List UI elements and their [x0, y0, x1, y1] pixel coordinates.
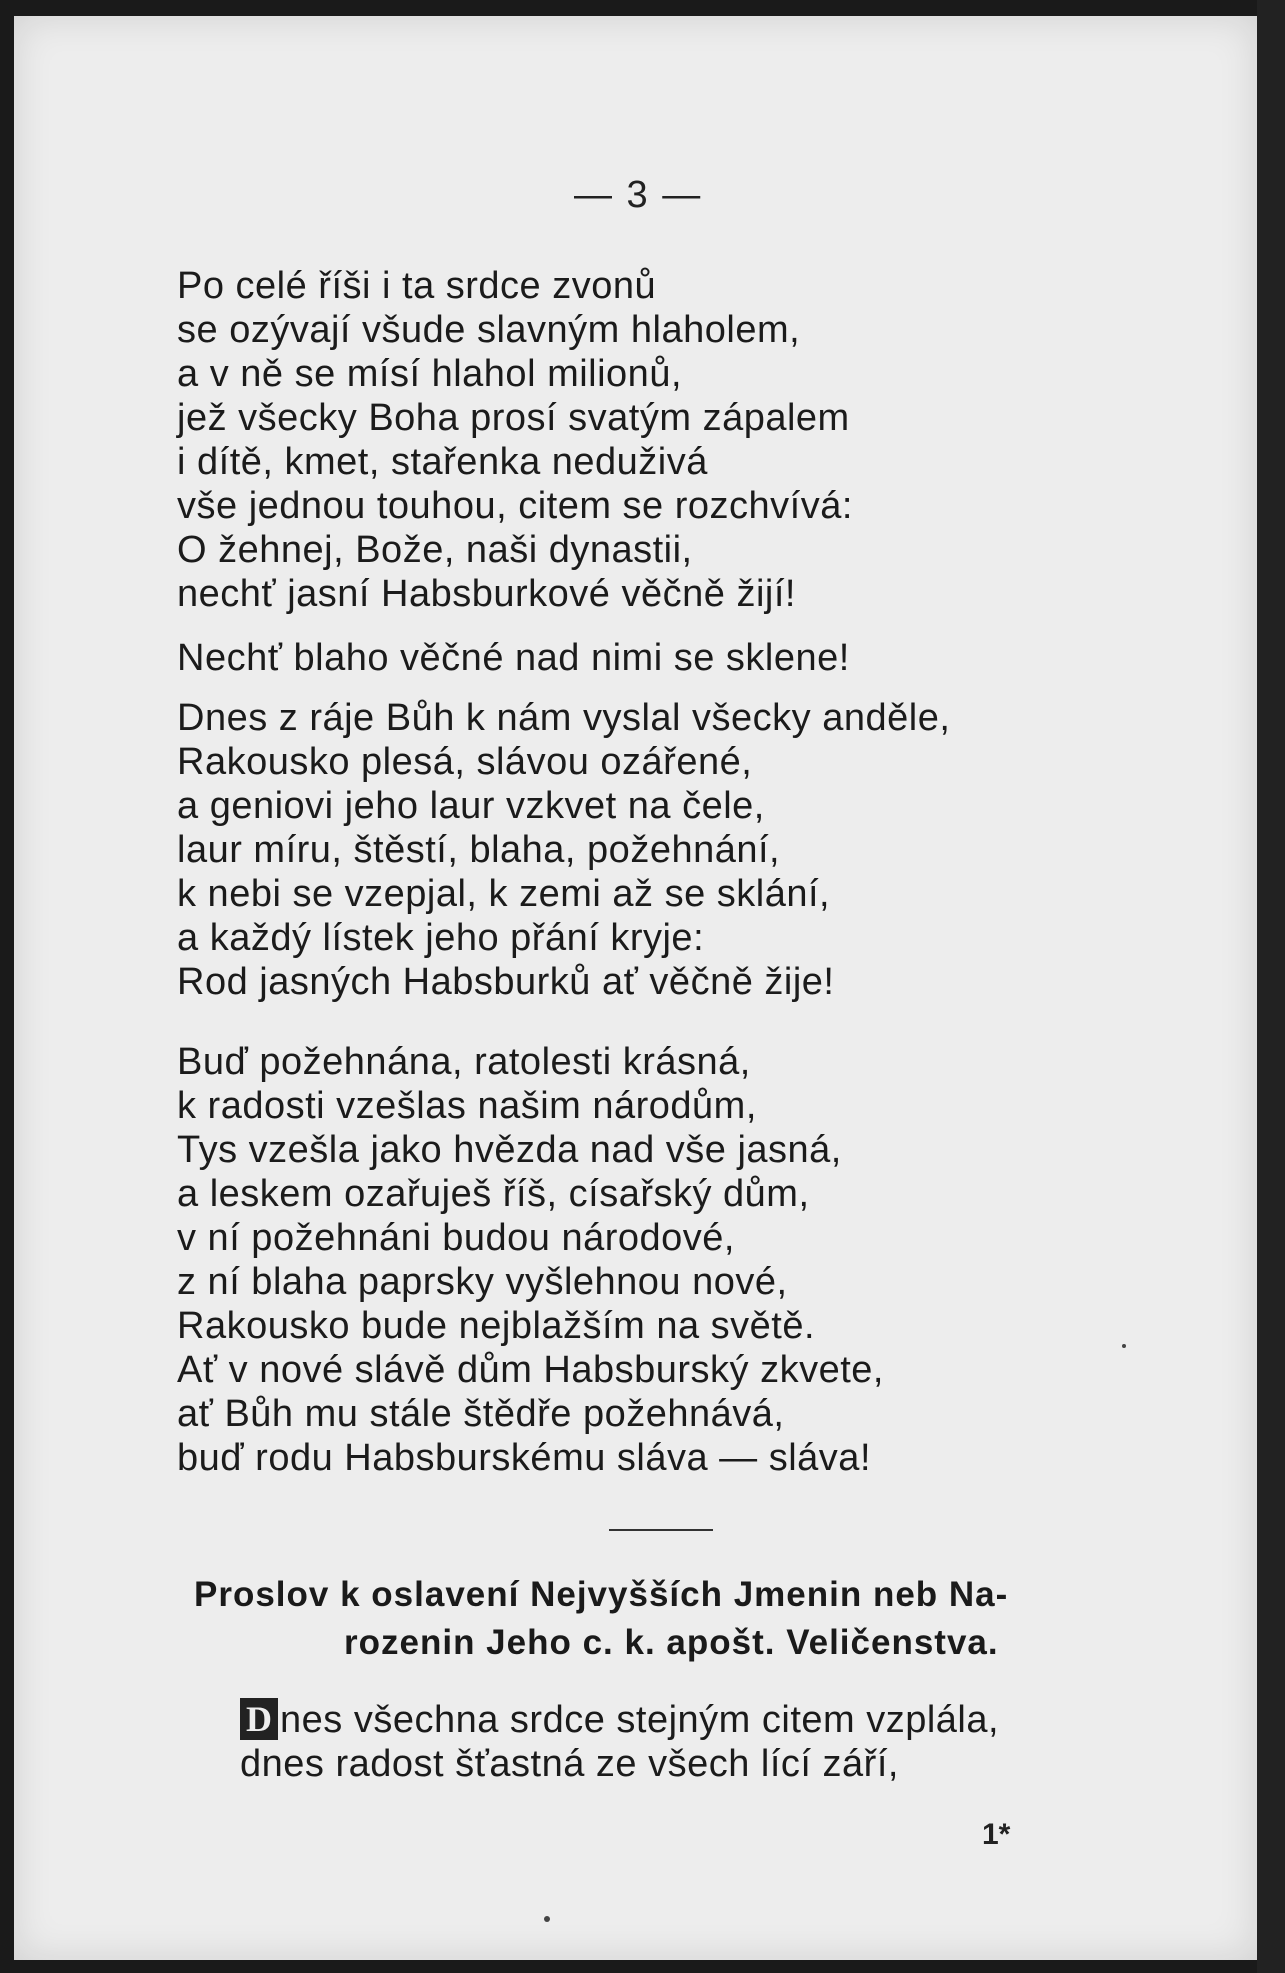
- poem-stanza-2: [177, 696, 950, 1004]
- poem-line: a v ně se mísí hlahol milionů,: [177, 353, 683, 395]
- poem-stanza-3: [177, 1040, 884, 1480]
- poem-line: z ní blaha paprsky vyšlehnou nové,: [177, 1261, 788, 1303]
- poem-line: se ozývají všude slavným hlaholem,: [177, 309, 801, 351]
- poem-line: Po celé říši i ta srdce zvonů: [177, 265, 657, 307]
- stanza-gap: [177, 616, 853, 636]
- poem-line: Tys vzešla jako hvězda nad vše jasná,: [177, 1129, 842, 1171]
- book-page: [14, 16, 1257, 1960]
- signature-mark: 1*: [982, 1818, 1011, 1851]
- section-heading: [194, 1571, 1134, 1667]
- poem-line: Dnes z ráje Bůh k nám vyslal všecky anděle,: [177, 697, 951, 739]
- poem-line: buď rodu Habsburskému sláva — sláva!: [177, 1437, 872, 1479]
- heading-line: rozenin Jeho c. k. apošt. Veličenstva.: [344, 1623, 999, 1662]
- section-divider: [609, 1529, 713, 1531]
- poem-line: O žehnej, Bože, naši dynastii,: [177, 529, 693, 571]
- closing-paragraph: [240, 1698, 999, 1786]
- poem-line: Rakousko bude nejblažším na světě.: [177, 1305, 816, 1347]
- page-number: — 3 —: [574, 174, 703, 216]
- poem-line: i dítě, kmet, stařenka neduživá: [177, 441, 708, 483]
- print-speck: [1122, 1344, 1126, 1348]
- poem-line: Rakousko plesá, slávou ozářené,: [177, 741, 753, 783]
- closing-line: nes všechna srdce stejným citem vzplála,: [280, 1699, 1000, 1741]
- poem-line: vše jednou touhou, citem se rozchvívá:: [177, 485, 853, 527]
- poem-line: v ní požehnáni budou národové,: [177, 1217, 735, 1259]
- print-speck: [544, 1916, 550, 1922]
- page-edge-shadow: [1257, 0, 1285, 1973]
- poem-line: ať Bůh mu stále štědře požehnává,: [177, 1393, 785, 1435]
- poem-line: k nebi se vzepjal, k zemi až se sklání,: [177, 873, 831, 915]
- poem-line: nechť jasní Habsburkové věčně žijí!: [177, 573, 796, 615]
- closing-line: dnes radost šťastná ze všech lící září,: [240, 1743, 899, 1785]
- poem-line: a každý lístek jeho přání kryje:: [177, 917, 705, 959]
- poem-line: a leskem ozařuješ říš, císařský dům,: [177, 1173, 810, 1215]
- dropcap-initial: D: [240, 1698, 278, 1740]
- poem-line: Ať v nové slávě dům Habsburský zkvete,: [177, 1349, 884, 1391]
- poem-line: Rod jasných Habsburků ať věčně žije!: [177, 961, 835, 1003]
- poem-stanza-1: [177, 264, 853, 680]
- poem-line: a geniovi jeho laur vzkvet na čele,: [177, 785, 765, 827]
- poem-line: k radosti vzešlas našim národům,: [177, 1085, 757, 1127]
- heading-line: Proslov k oslavení Nejvyšších Jmenin neb Na-: [194, 1575, 1009, 1614]
- poem-line: laur míru, štěstí, blaha, požehnání,: [177, 829, 781, 871]
- poem-line: Nechť blaho věčné nad nimi se sklene!: [177, 637, 850, 679]
- poem-line: jež všecky Boha prosí svatým zápalem: [177, 397, 850, 439]
- poem-line: Buď požehnána, ratolesti krásná,: [177, 1041, 751, 1083]
